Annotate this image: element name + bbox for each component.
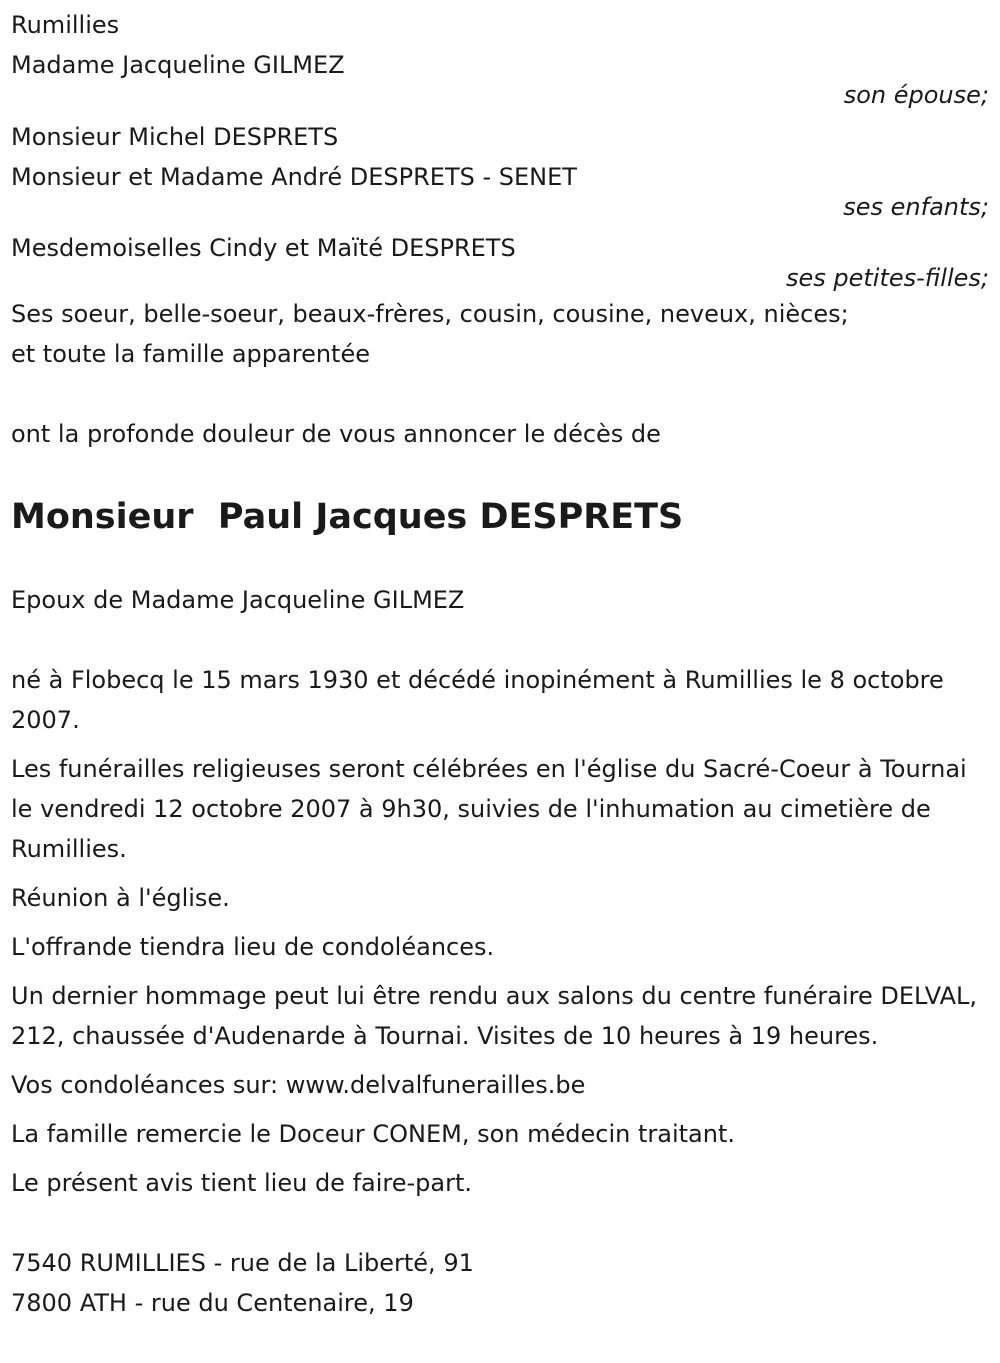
child-name: Monsieur et Madame André DESPRETS - SENET (11, 163, 577, 191)
deceased-name: Monsieur Paul Jacques DESPRETS (11, 497, 684, 537)
birth-death-text: né à Flobecq le 15 mars 1930 et décédé inopinément à Rumillies le 8 octobre 2007. (11, 666, 944, 734)
funeral-text: Les funérailles religieuses seront célébrées en l'église du Sacré-Coeur à Tournai le vendredi 12 octobre 2007 à 9h30, suivies de l'inhumation au cimetière de Rumillies. (11, 755, 967, 863)
grandchildren-role: ses petites-filles; (785, 264, 989, 292)
thanks-text: La famille remercie le Doceur CONEM, son médecin traitant. (11, 1120, 736, 1148)
address-line: 7540 RUMILLIES - rue de la Liberté, 91 (11, 1249, 474, 1277)
offering-text: L'offrande tiendra lieu de condoléances. (11, 933, 495, 961)
condolences-text: Vos condoléances sur: www.delvalfunerailles.be (11, 1071, 586, 1099)
relatives-line: Ses soeur, belle-soeur, beaux-frères, cousin, cousine, neveux, nièces; (11, 300, 849, 328)
notice-text: Le présent avis tient lieu de faire-part. (11, 1169, 473, 1197)
announcement-text: ont la profonde douleur de vous annoncer le décès de (11, 420, 661, 448)
address-line: 7800 ATH - rue du Centenaire, 19 (11, 1289, 414, 1317)
tribute-text: Un dernier hommage peut lui être rendu aux salons du centre funéraire DELVAL, 212, chaussée d'Audenarde à Tournai. Visites de 10 heures à 19 heures. (11, 982, 978, 1050)
village-name: Rumillies (11, 11, 120, 39)
children-role: ses enfants; (843, 193, 989, 221)
relatives-line: et toute la famille apparentée (11, 340, 370, 368)
meeting-text: Réunion à l'église. (11, 884, 230, 912)
child-name: Monsieur Michel DESPRETS (11, 123, 339, 151)
spouse-name: Madame Jacqueline GILMEZ (11, 51, 345, 79)
spouse-of-text: Epoux de Madame Jacqueline GILMEZ (11, 586, 465, 614)
spouse-role: son épouse; (843, 81, 989, 109)
grandchildren-names: Mesdemoiselles Cindy et Maïté DESPRETS (11, 234, 516, 262)
obituary-notice (11, 5, 989, 1323)
